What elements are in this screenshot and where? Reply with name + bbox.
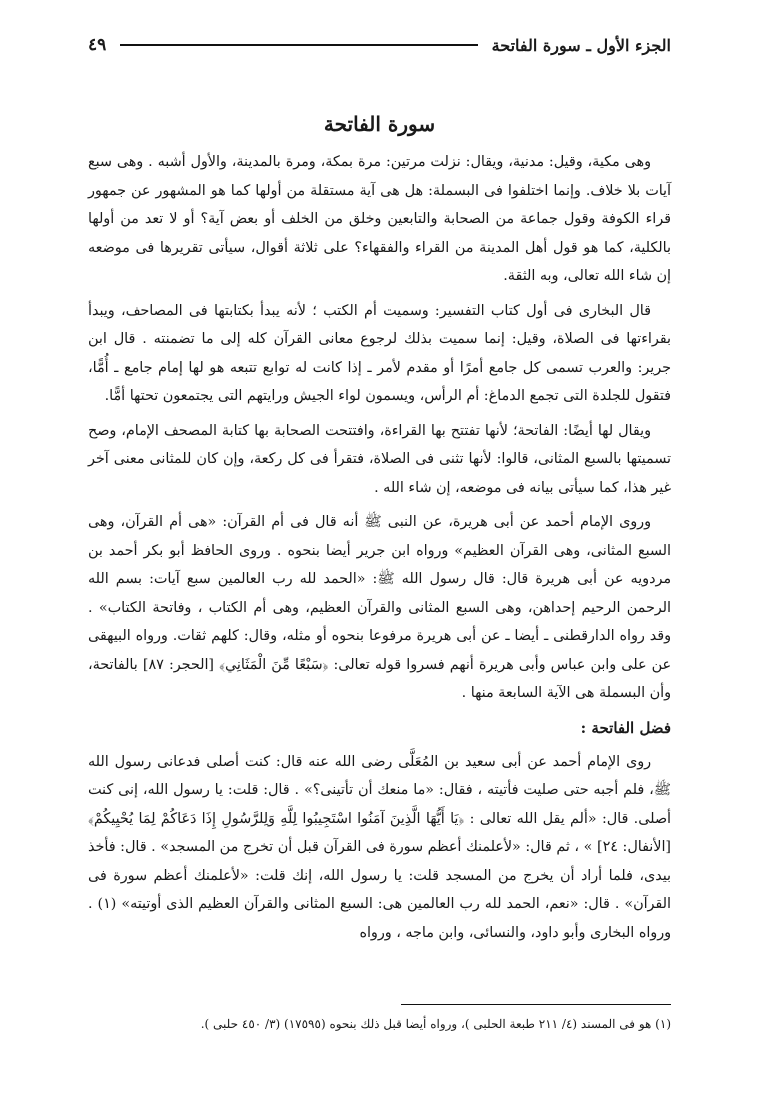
paragraph: ويقال لها أيضًا: الفاتحة؛ لأنها تفتتح بها القراءة، وافتتحت الصحابة بها كتابة المصحف الإمام، وصح تسميتها بالسبع المثانى، قالوا: لأنها تثنى فى الصلاة، فتقرأ فى كل ركعة، وإن كان للمثانى معنى آخر غير هذا، كما سيأتى بيانه فى موضعه، إن شاء الله . (88, 422, 671, 496)
paragraph: وروى الإمام أحمد عن أبى هريرة، عن النبى ﷺ أنه قال فى أم القرآن: «هى أم القرآن، وهى السبع المثانى، وهى القرآن العظيم» ورواه ابن جرير أيضا بنحوه . وروى الحافظ أبو بكر أحمد بن مردويه عن أبى هريرة قال: قال رسول الله ﷺ: «الحمد لله رب العالمين سبع آيات: بسم الله الرحمن الرحيم إحداهن، وهى السبع المثانى والقرآن العظيم، وهى أم الكتاب ، وفاتحة الكتاب» . وقد رواه الدارقطنى ـ أيضا ـ عن أبى هريرة مرفوعا بنحوه أو مثله، وقال: كلهم ثقات. ورواه البيهقى عن على وابن عباس وأبى هريرة أنهم فسروا قوله تعالى: ﴿سَبْعًا مِّنَ الْمَثَانِي﴾ [الحجر: ٨٧] بالفاتحة، وأن البسملة هى الآية السابعة منها . (88, 514, 672, 701)
section-paragraph: روى الإمام أحمد عن أبى سعيد بن المُعَلَّى رضى الله عنه قال: كنت أصلى فدعانى رسول الله ﷺ، فلم أجبه حتى صليت فأتيته ، فقال: «ما منعك أن تأتينى؟» . قال: قلت: يا رسول الله، إنى كنت أصلى. قال: «ألم يقل الله تعالى : ﴿يَا أَيُّهَا الَّذِينَ آمَنُوا اسْتَجِيبُوا لِلَّهِ وَلِلرَّسُولِ إِذَا دَعَاكُمْ لِمَا يُحْيِيكُمْ﴾ [الأنفال: ٢٤] » ، ثم قال: «لأعلمنك أعظم سورة فى القرآن قبل أن تخرج من المسجد» . قال: فأخذ بيدى، فلما أراد أن يخرج من المسجد قلت: يا رسول الله، إنك قلت: «لأعلمنك أعظم سورة فى القرآن» . قال: «نعم، الحمد لله رب العالمين هى: السبع المثانى والقرآن العظيم الذى أوتيته» (١) . ورواه البخارى وأبو داود، والنسائى، وابن ماجه ، ورواه (88, 753, 671, 941)
section-heading: فضل الفاتحة : (580, 718, 671, 737)
footnote: (١) هو فى المسند (٤/ ٢١١ طبعة الحلبى )، ورواه أيضا قبل ذلك بنحوه (١٧٥٩٥) (٣/ ٤٥٠ حلبى ). (200, 1017, 671, 1031)
paragraph: وهى مكية، وقيل: مدنية، ويقال: نزلت مرتين: مرة بمكة، ومرة بالمدينة، والأول أشبه . وهى سبع آيات بلا خلاف. وإنما اختلفوا فى البسملة: هل هى آية مستقلة من أولها كما هو المشهور عن جمهور قراء الكوفة وقول جماعة من الصحابة والتابعين وخلق من الخلف أو بعض آية؟ أو لا تعد من أولها بالكلية، كما هو قول أهل المدينة من القراء والفقهاء؟ على ثلاثة أقوال، سيأتى تقريرها فى موضعه إن شاء الله تعالى، وبه الثقة. (88, 154, 671, 284)
header-rule (120, 44, 477, 46)
surah-title: سورة الفاتحة (323, 112, 436, 136)
footnote-rule (401, 1004, 671, 1005)
page-body (88, 148, 671, 953)
page-header (88, 30, 671, 60)
paragraph: قال البخارى فى أول كتاب التفسير: وسميت أم الكتب ؛ لأنه يبدأ بكتابتها فى المصاحف، ويبدأ بقراءتها فى الصلاة، وقيل: إنما سميت بذلك لرجوع معانى القرآن كله إلى ما تضمنته . قال ابن جرير: والعرب تسمى كل جامع أمرًا أو مقدم لأمر ـ إذا كانت له توابع تتبعه هو لها إمام جامع ـ أُمًّا، فتقول للجلدة التى تجمع الدماغ: أم الرأس، ويسمون لواء الجيش ورايتهم التى يجتمعون تحتها أمًّا. (88, 302, 671, 404)
running-title: الجزء الأول ـ سورة الفاتحة (491, 35, 671, 55)
page-number: ٤٩ (88, 35, 107, 55)
